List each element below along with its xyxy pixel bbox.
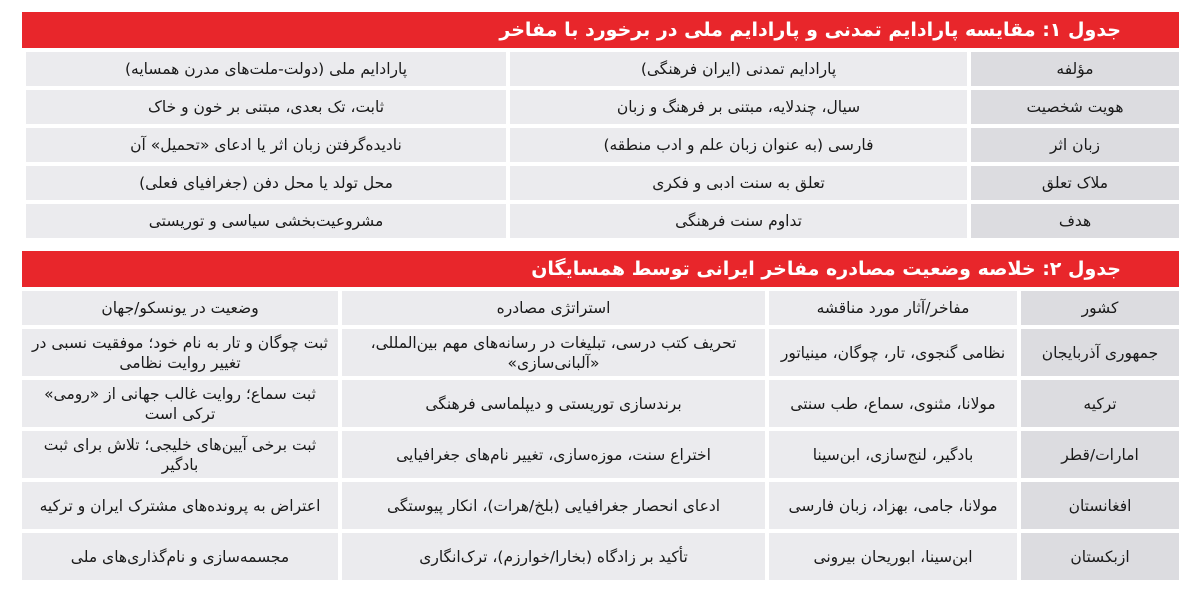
figures-cell: مولانا، مثنوی، سماع، طب سنتی: [769, 380, 1017, 427]
table-1-body: [22, 52, 1179, 238]
strategy-cell: تأکید بر زادگاه (بخارا/خوارزم)، ترک‌انگاری: [342, 533, 765, 580]
national-cell: ثابت، تک بعدی، مبتنی بر خون و خاک: [26, 90, 506, 124]
status-cell: ثبت برخی آیین‌های خلیجی؛ تلاش برای ثبت بادگیر: [22, 431, 338, 478]
table-2-body: [22, 329, 1179, 580]
component-cell: هدف: [971, 204, 1179, 238]
header-country: کشور: [1021, 291, 1179, 325]
national-cell: مشروعیت‌بخشی سیاسی و توریستی: [26, 204, 506, 238]
table-row: [22, 52, 1179, 86]
component-cell: زبان اثر: [971, 128, 1179, 162]
national-cell: محل تولد یا محل دفن (جغرافیای فعلی): [26, 166, 506, 200]
table-row: [22, 128, 1179, 162]
table-row: [22, 90, 1179, 124]
civilizational-cell: پارادایم تمدنی (ایران فرهنگی): [510, 52, 967, 86]
strategy-cell: تحریف کتب درسی، تبلیغات در رسانه‌های مهم بین‌المللی، «آلبانی‌سازی»: [342, 329, 765, 376]
figures-cell: نظامی گنجوی، تار، چوگان، مینیاتور: [769, 329, 1017, 376]
country-cell: افغانستان: [1021, 482, 1179, 529]
status-cell: اعتراض به پرونده‌های مشترک ایران و ترکیه: [22, 482, 338, 529]
strategy-cell: اختراع سنت، موزه‌سازی، تغییر نام‌های جغرافیایی: [342, 431, 765, 478]
component-cell: مؤلفه: [971, 52, 1179, 86]
civilizational-cell: تداوم سنت فرهنگی: [510, 204, 967, 238]
status-cell: ثبت چوگان و تار به نام خود؛ موفقیت نسبی در تغییر روایت نظامی: [22, 329, 338, 376]
country-cell: جمهوری آذربایجان: [1021, 329, 1179, 376]
table-1: [22, 12, 1179, 238]
header-status: وضعیت در یونسکو/جهان: [22, 291, 338, 325]
table-1-title: جدول ۱: مقایسه پارادایم تمدنی و پارادایم ملی در برخورد با مفاخر: [22, 12, 1179, 48]
status-cell: ثبت سماع؛ روایت غالب جهانی از «رومی» ترکی است: [22, 380, 338, 427]
country-cell: ازبکستان: [1021, 533, 1179, 580]
table-row: [22, 431, 1179, 478]
table-row: [22, 166, 1179, 200]
table-2-title: جدول ۲: خلاصه وضعیت مصادره مفاخر ایرانی توسط همسایگان: [22, 251, 1179, 287]
header-figures: مفاخر/آثار مورد مناقشه: [769, 291, 1017, 325]
civilizational-cell: فارسی (به عنوان زبان علم و ادب منطقه): [510, 128, 967, 162]
strategy-cell: ادعای انحصار جغرافیایی (بلخ/هرات)، انکار پیوستگی: [342, 482, 765, 529]
national-cell: نادیده‌گرفتن زبان اثر یا ادعای «تحمیل» آن: [26, 128, 506, 162]
component-cell: ملاک تعلق: [971, 166, 1179, 200]
table-2-header-row: [22, 291, 1179, 325]
status-cell: مجسمه‌سازی و نام‌گذاری‌های ملی: [22, 533, 338, 580]
civilizational-cell: تعلق به سنت ادبی و فکری: [510, 166, 967, 200]
component-cell: هویت شخصیت: [971, 90, 1179, 124]
figures-cell: بادگیر، لنج‌سازی، ابن‌سینا: [769, 431, 1017, 478]
strategy-cell: برندسازی توریستی و دیپلماسی فرهنگی: [342, 380, 765, 427]
national-cell: پارادایم ملی (دولت-ملت‌های مدرن همسایه): [26, 52, 506, 86]
table-row: [22, 482, 1179, 529]
header-strategy: استراتژی مصادره: [342, 291, 765, 325]
table-row: [22, 204, 1179, 238]
table-row: [22, 533, 1179, 580]
country-cell: ترکیه: [1021, 380, 1179, 427]
figures-cell: ابن‌سینا، ابوریحان بیرونی: [769, 533, 1017, 580]
table-row: [22, 380, 1179, 427]
figures-cell: مولانا، جامی، بهزاد، زبان فارسی: [769, 482, 1017, 529]
table-row: [22, 329, 1179, 376]
table-2: [22, 251, 1179, 580]
country-cell: امارات/قطر: [1021, 431, 1179, 478]
civilizational-cell: سیال، چندلایه، مبتنی بر فرهنگ و زبان: [510, 90, 967, 124]
